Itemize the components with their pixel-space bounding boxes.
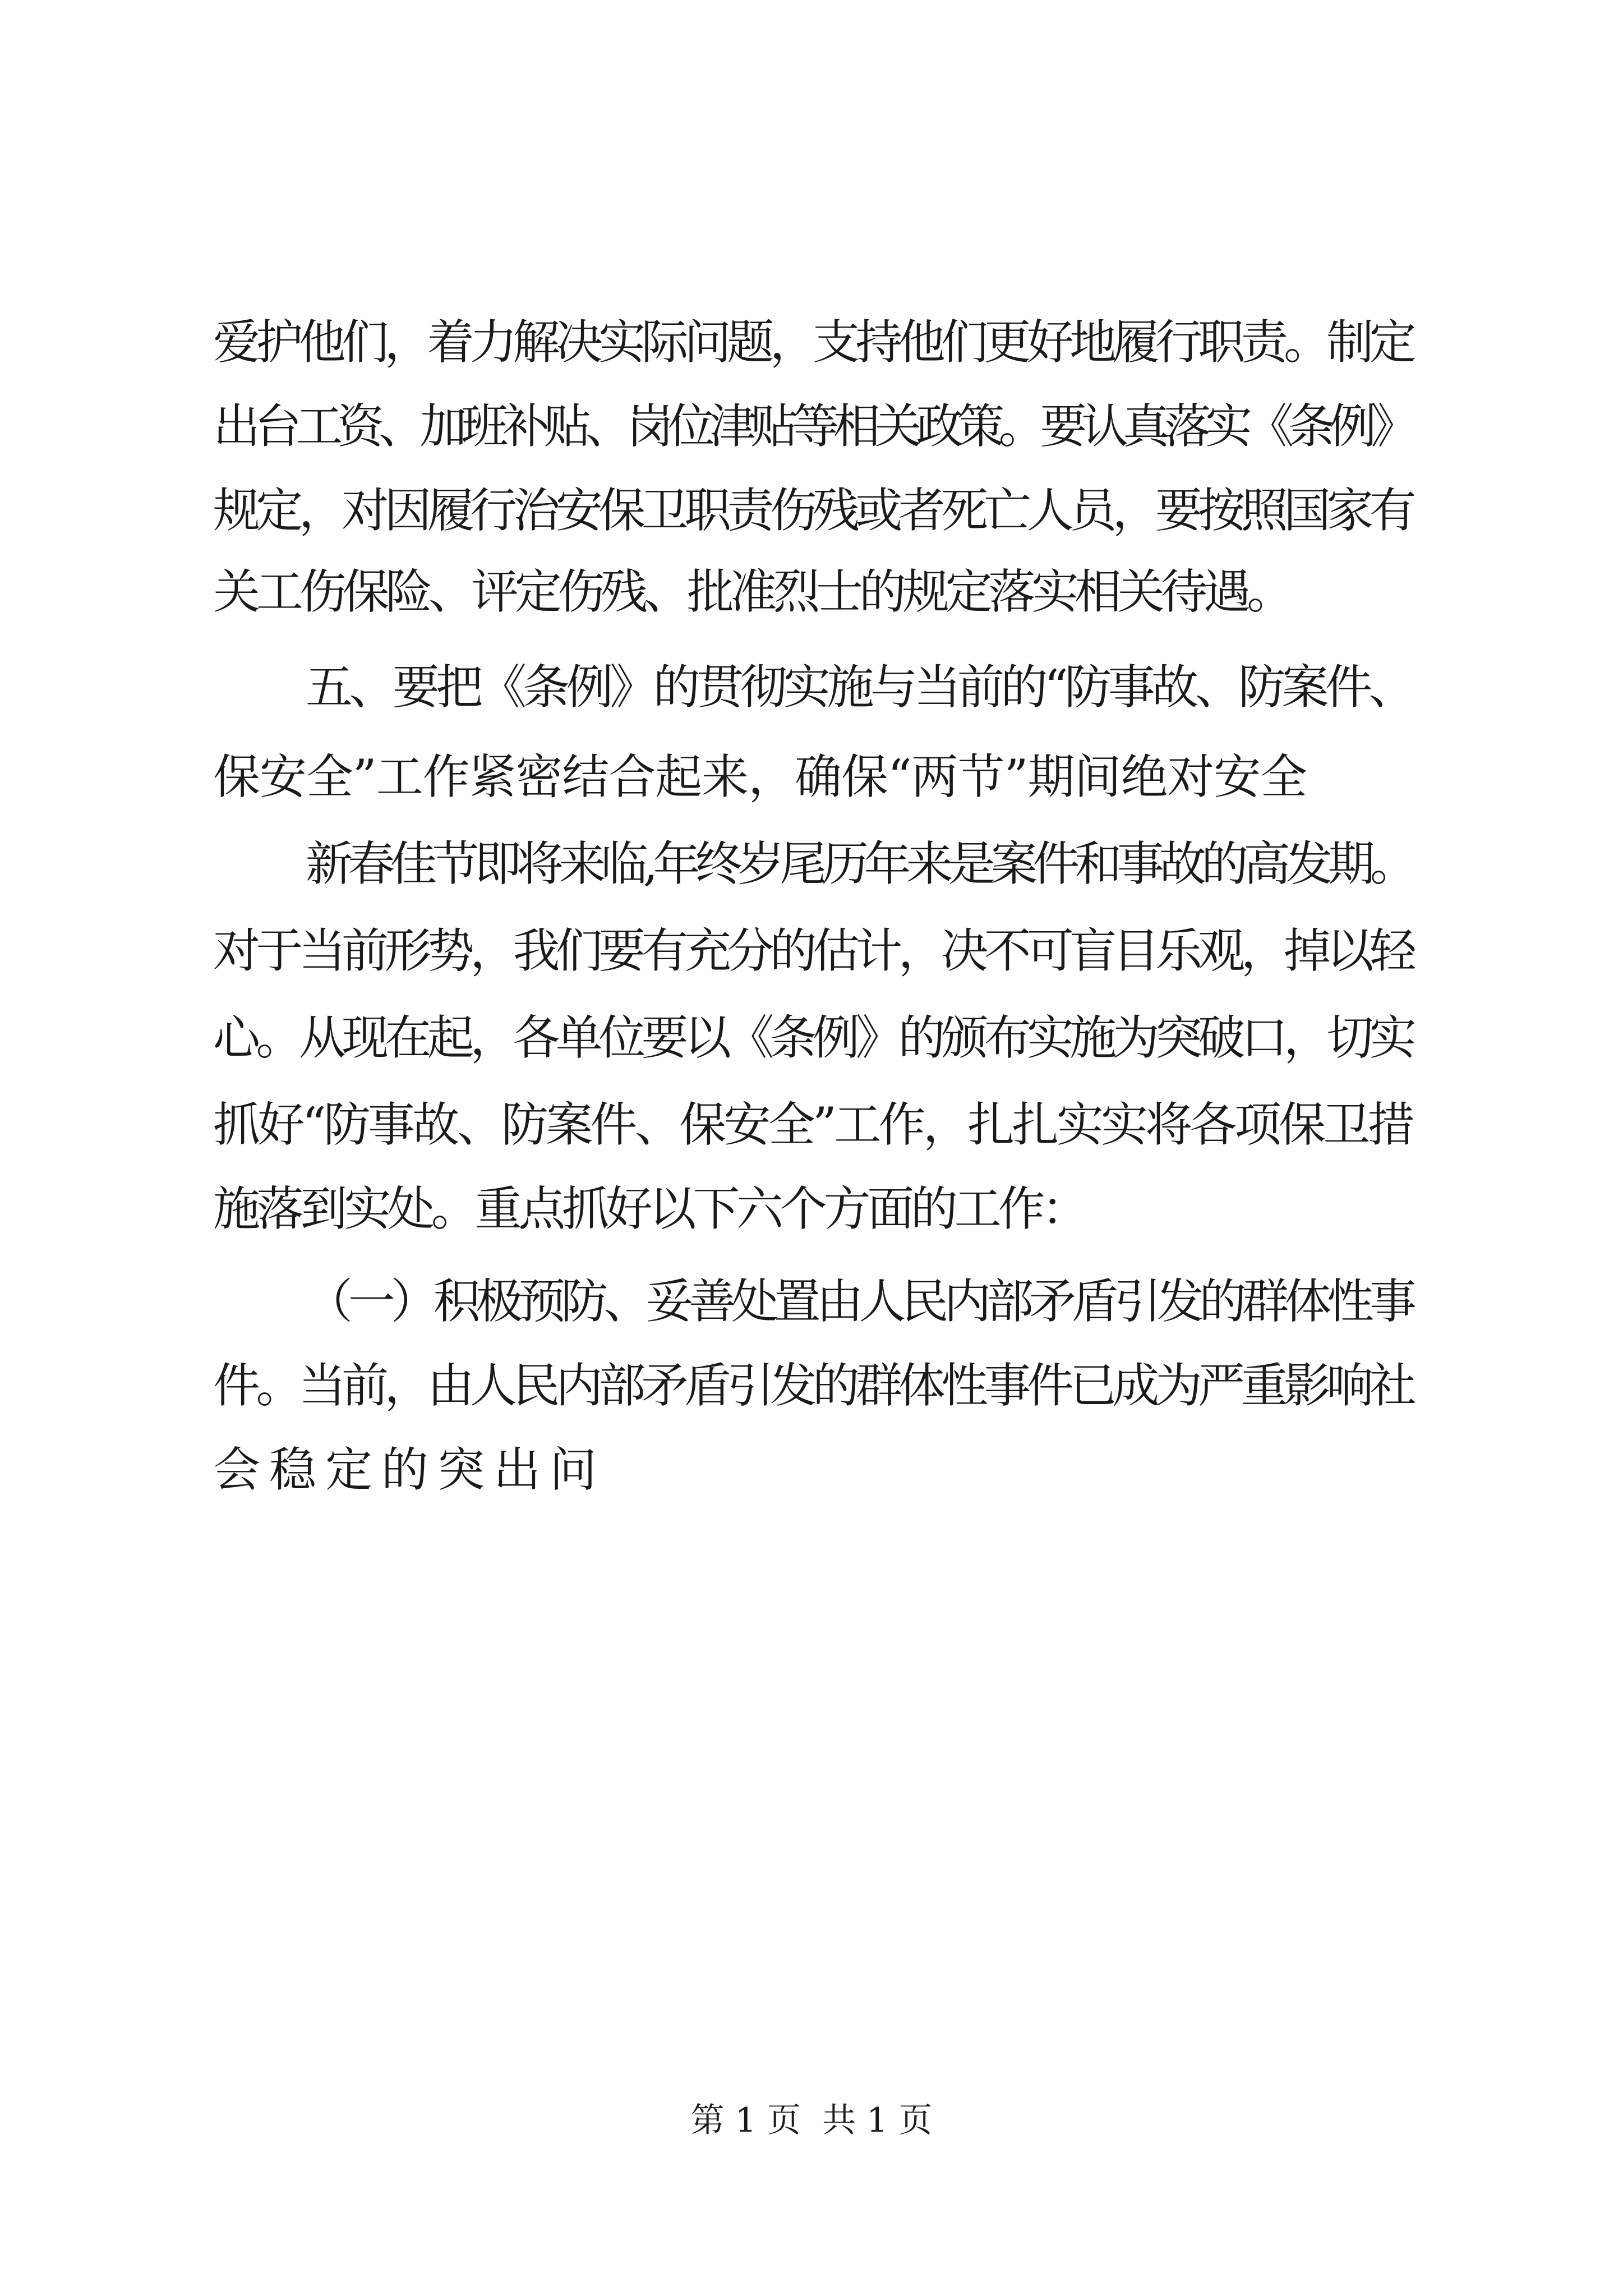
body-line-text: 心。从现在起，各单位要以《条例》的颁布实施为突破口，切实 xyxy=(213,1010,1413,1065)
body-line xyxy=(0,1004,1623,1071)
body-line-text: 规定，对因履行治安保卫职责伤残或者死亡人员，要按照国家有 xyxy=(213,483,1413,538)
body-line-text: 对于当前形势，我们要有充分的估计，决不可盲目乐观，掉以轻 xyxy=(213,923,1413,978)
body-line xyxy=(0,1091,1623,1158)
page-number: 第 1 页 共 1 页 xyxy=(690,2101,933,2140)
body-line xyxy=(0,1175,1623,1243)
body-line xyxy=(0,477,1623,544)
body-line-text: 出台工资、加班补贴、岗位津贴等相关政策。要认真落实《条例》 xyxy=(213,399,1412,454)
body-line xyxy=(0,309,1623,376)
page-footer xyxy=(0,2095,1623,2146)
body-line xyxy=(0,1436,1623,1503)
body-line-text: （一）积极预防、妥善处置由人民内部矛盾引发的群体性事 xyxy=(306,1274,1412,1329)
body-line xyxy=(0,917,1623,984)
body-line-text: 施落到实处。重点抓好以下六个方面的工作： xyxy=(213,1181,1086,1236)
body-line-text: 会稳定的突出问 xyxy=(213,1442,606,1497)
subsection-line xyxy=(0,1268,1623,1335)
body-line-text: 五、要把《条例》的贯彻实施与当前的“防事故、防案件、 xyxy=(306,660,1412,715)
section-heading-line xyxy=(0,743,1623,811)
body-line-text: 爱护他们，着力解决实际问题，支持他们更好地履行职责。制定 xyxy=(213,315,1413,370)
body-line-text: 抓好“防事故、防案件、保安全”工作，扎扎实实将各项保卫措 xyxy=(213,1097,1413,1152)
body-line-text: 件。当前，由人民内部矛盾引发的群体性事件已成为严重影响社 xyxy=(213,1358,1413,1413)
body-line xyxy=(0,830,1623,898)
section-heading-line xyxy=(0,654,1623,721)
body-line xyxy=(0,393,1623,460)
body-line-text: 保安全”工作紧密结合起来，确保“两节”期间绝对安全 xyxy=(213,749,1307,804)
body-line xyxy=(0,558,1623,625)
body-line-text: 新春佳节即将来临,年终岁尾历年来是案件和事故的高发期。 xyxy=(306,836,1413,891)
body-line-text: 关工伤保险、评定伤残、批准烈士的规定落实相关待遇。 xyxy=(213,564,1290,619)
body-line xyxy=(0,1352,1623,1419)
